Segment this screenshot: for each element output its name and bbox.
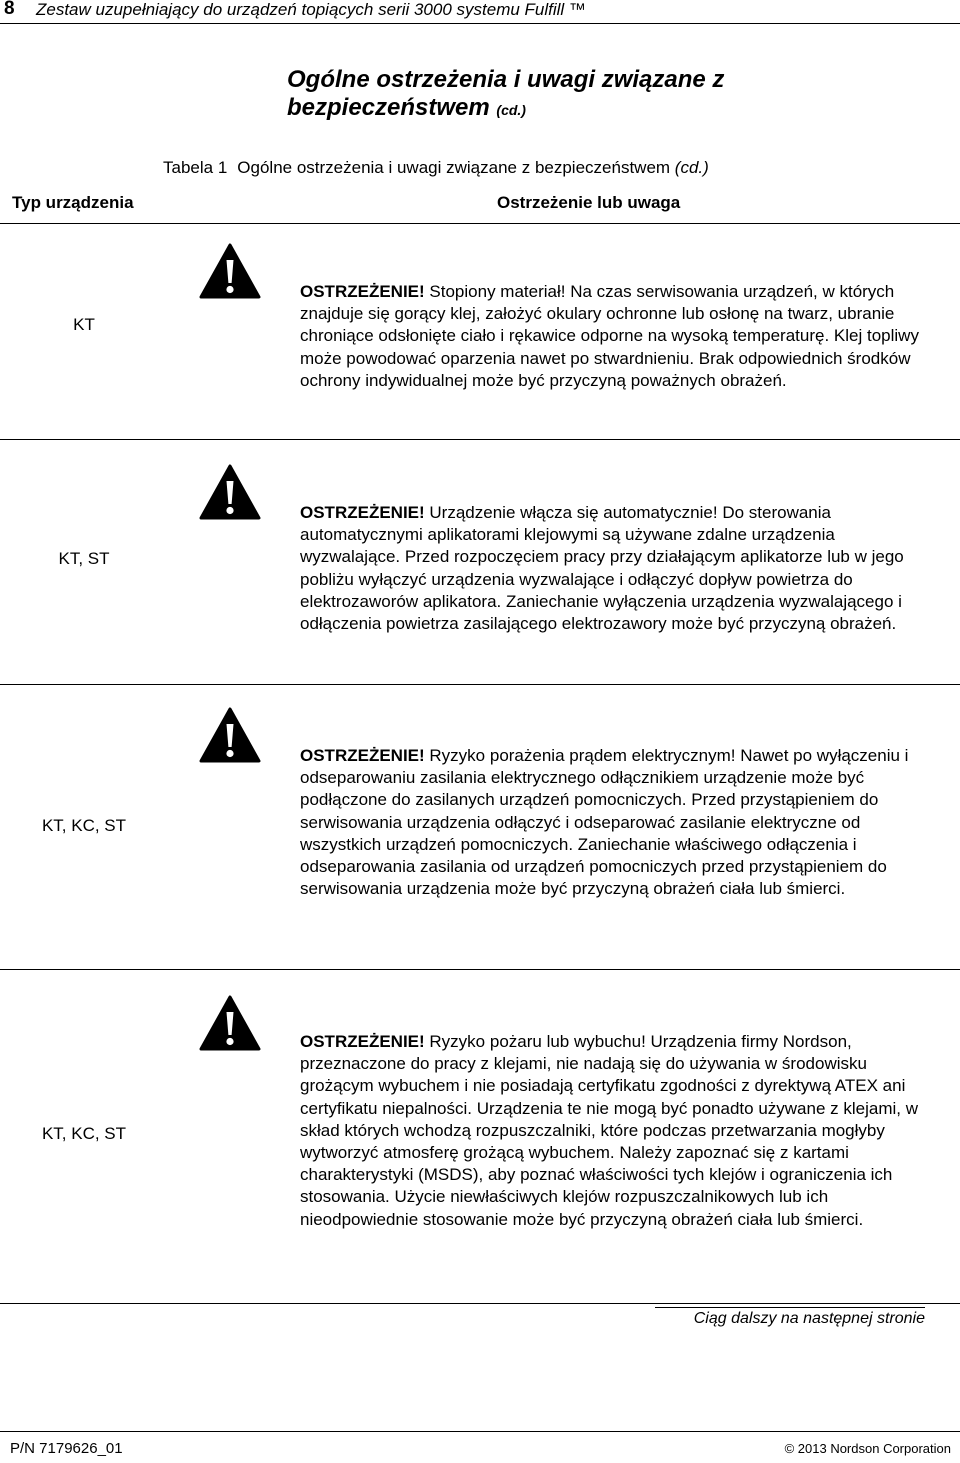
table-row	[0, 685, 960, 970]
device-type-cell: KT	[73, 315, 95, 334]
copyright: © 2013 Nordson Corporation	[784, 1441, 951, 1456]
table-caption-text: Ogólne ostrzeżenia i uwagi związane z bezpieczeństwem	[237, 158, 671, 177]
warning-label: OSTRZEŻENIE!	[300, 503, 425, 522]
warning-text-cell	[300, 1031, 925, 1231]
page-header	[0, 0, 960, 24]
page-number: 8	[4, 0, 15, 19]
warning-text-cell	[300, 281, 925, 392]
footer-rule	[0, 1431, 960, 1432]
continued-note: Ciąg dalszy na następnej stronie	[655, 1307, 925, 1328]
warning-icon	[199, 707, 261, 763]
warning-text: Ryzyko pożaru lub wybuchu! Urządzenia firmy Nordson, przeznaczone do pracy z klejami, nie nadają się do używania w środowisku grożącym wybuchem i nie posiadają certyfikatu zgodności z dyrektywą ATEX ani certyfikatu niepalności. Urządzenia te nie mogą być ponadto używane z klejami, w skład których wchodzą rozpuszczalniki, które podczas przetwarzania mogłyby wytworzyć atmosferę grożącą wybuchem. Należy zapoznać się z kartami charakterystyki (MSDS), aby poznać właściwości tych klejów i ograniczenia ich stosowania. Użycie niewłaściwych klejów rozpuszczalnikowych lub ich nieodpowiednie stosowanie może być przyczyną obrażeń ciała lub śmierci.	[300, 1032, 918, 1229]
warning-icon	[199, 995, 261, 1051]
warning-text: Ryzyko porażenia prądem elektrycznym! Nawet po wyłączeniu i odseparowaniu zasilania elektrycznego odłącznikiem urządzenie może być podłączone do zasilanych urządzeń pomocniczych. Przed przystąpieniem do serwisowania urządzenia odłączyć i odseparować zasilanie elektryczne od wszystkich urządzeń pomocniczych. Zaniechanie właściwego odłączenia i odseparowania zasilania od urządzeń pomocniczych przed przystąpieniem do serwisowania urządzenia może być przyczyną obrażeń ciała lub śmierci.	[300, 746, 909, 899]
warning-text: Stopiony materiał! Na czas serwisowania urządzeń, w których znajduje się gorący klej, założyć okulary ochronne lub osłonę na twarz, ubranie chroniące odsłonięte ciało i rękawice odporne na wysoką temperaturę. Klej topliwy może powodować oparzenia nawet po stwardnieniu. Brak odpowiednich środków ochrony indywidualnej może być przyczyną poważnych obrażeń.	[300, 282, 919, 390]
warning-text-cell	[300, 745, 925, 900]
device-type-cell: KT, KC, ST	[41, 816, 127, 835]
warning-icon	[199, 464, 261, 520]
warning-icon	[199, 243, 261, 299]
device-type-cell: KT, ST	[58, 549, 110, 568]
column-header-warning: Ostrzeżenie lub uwaga	[497, 193, 681, 212]
table-row	[0, 970, 960, 1304]
warning-text-cell	[300, 502, 925, 635]
section-title	[287, 66, 927, 124]
warning-label: OSTRZEŻENIE!	[300, 746, 425, 765]
part-number: P/N 7179626_01	[10, 1440, 123, 1457]
warning-text: Urządzenie włącza się automatycznie! Do sterowania automatycznymi aplikatorami klejowymi są używane zdalne urządzenia wyzwalające. Przed rozpoczęciem pracy przy działającym aplikatorze lub w jego pobliżu wyłączyć urządzenia wyzwalające i odłączyć dopływ powietrza do elektrozaworów aplikatora. Zaniechanie wyłączenia urządzenia wyzwalającego i odłączenia powietrza zasilającego elektrozawory może być przyczyną obrażeń.	[300, 503, 904, 634]
warning-label: OSTRZEŻENIE!	[300, 1032, 425, 1051]
table-caption-label: Tabela 1	[163, 158, 228, 177]
header-title: Zestaw uzupełniający do urządzeń topiących serii 3000 systemu Fulfill ™	[36, 0, 586, 19]
table-caption	[163, 158, 709, 178]
column-header-device: Typ urządzenia	[12, 193, 134, 212]
device-type-cell: KT, KC, ST	[41, 1124, 127, 1143]
table-row	[0, 440, 960, 685]
warning-label: OSTRZEŻENIE!	[300, 282, 425, 301]
table-row	[0, 223, 960, 440]
table-caption-suffix: (cd.)	[674, 158, 709, 177]
section-title-suffix: (cd.)	[496, 102, 526, 118]
section-title-text: Ogólne ostrzeżenia i uwagi związane z bezpieczeństwem	[287, 66, 725, 121]
